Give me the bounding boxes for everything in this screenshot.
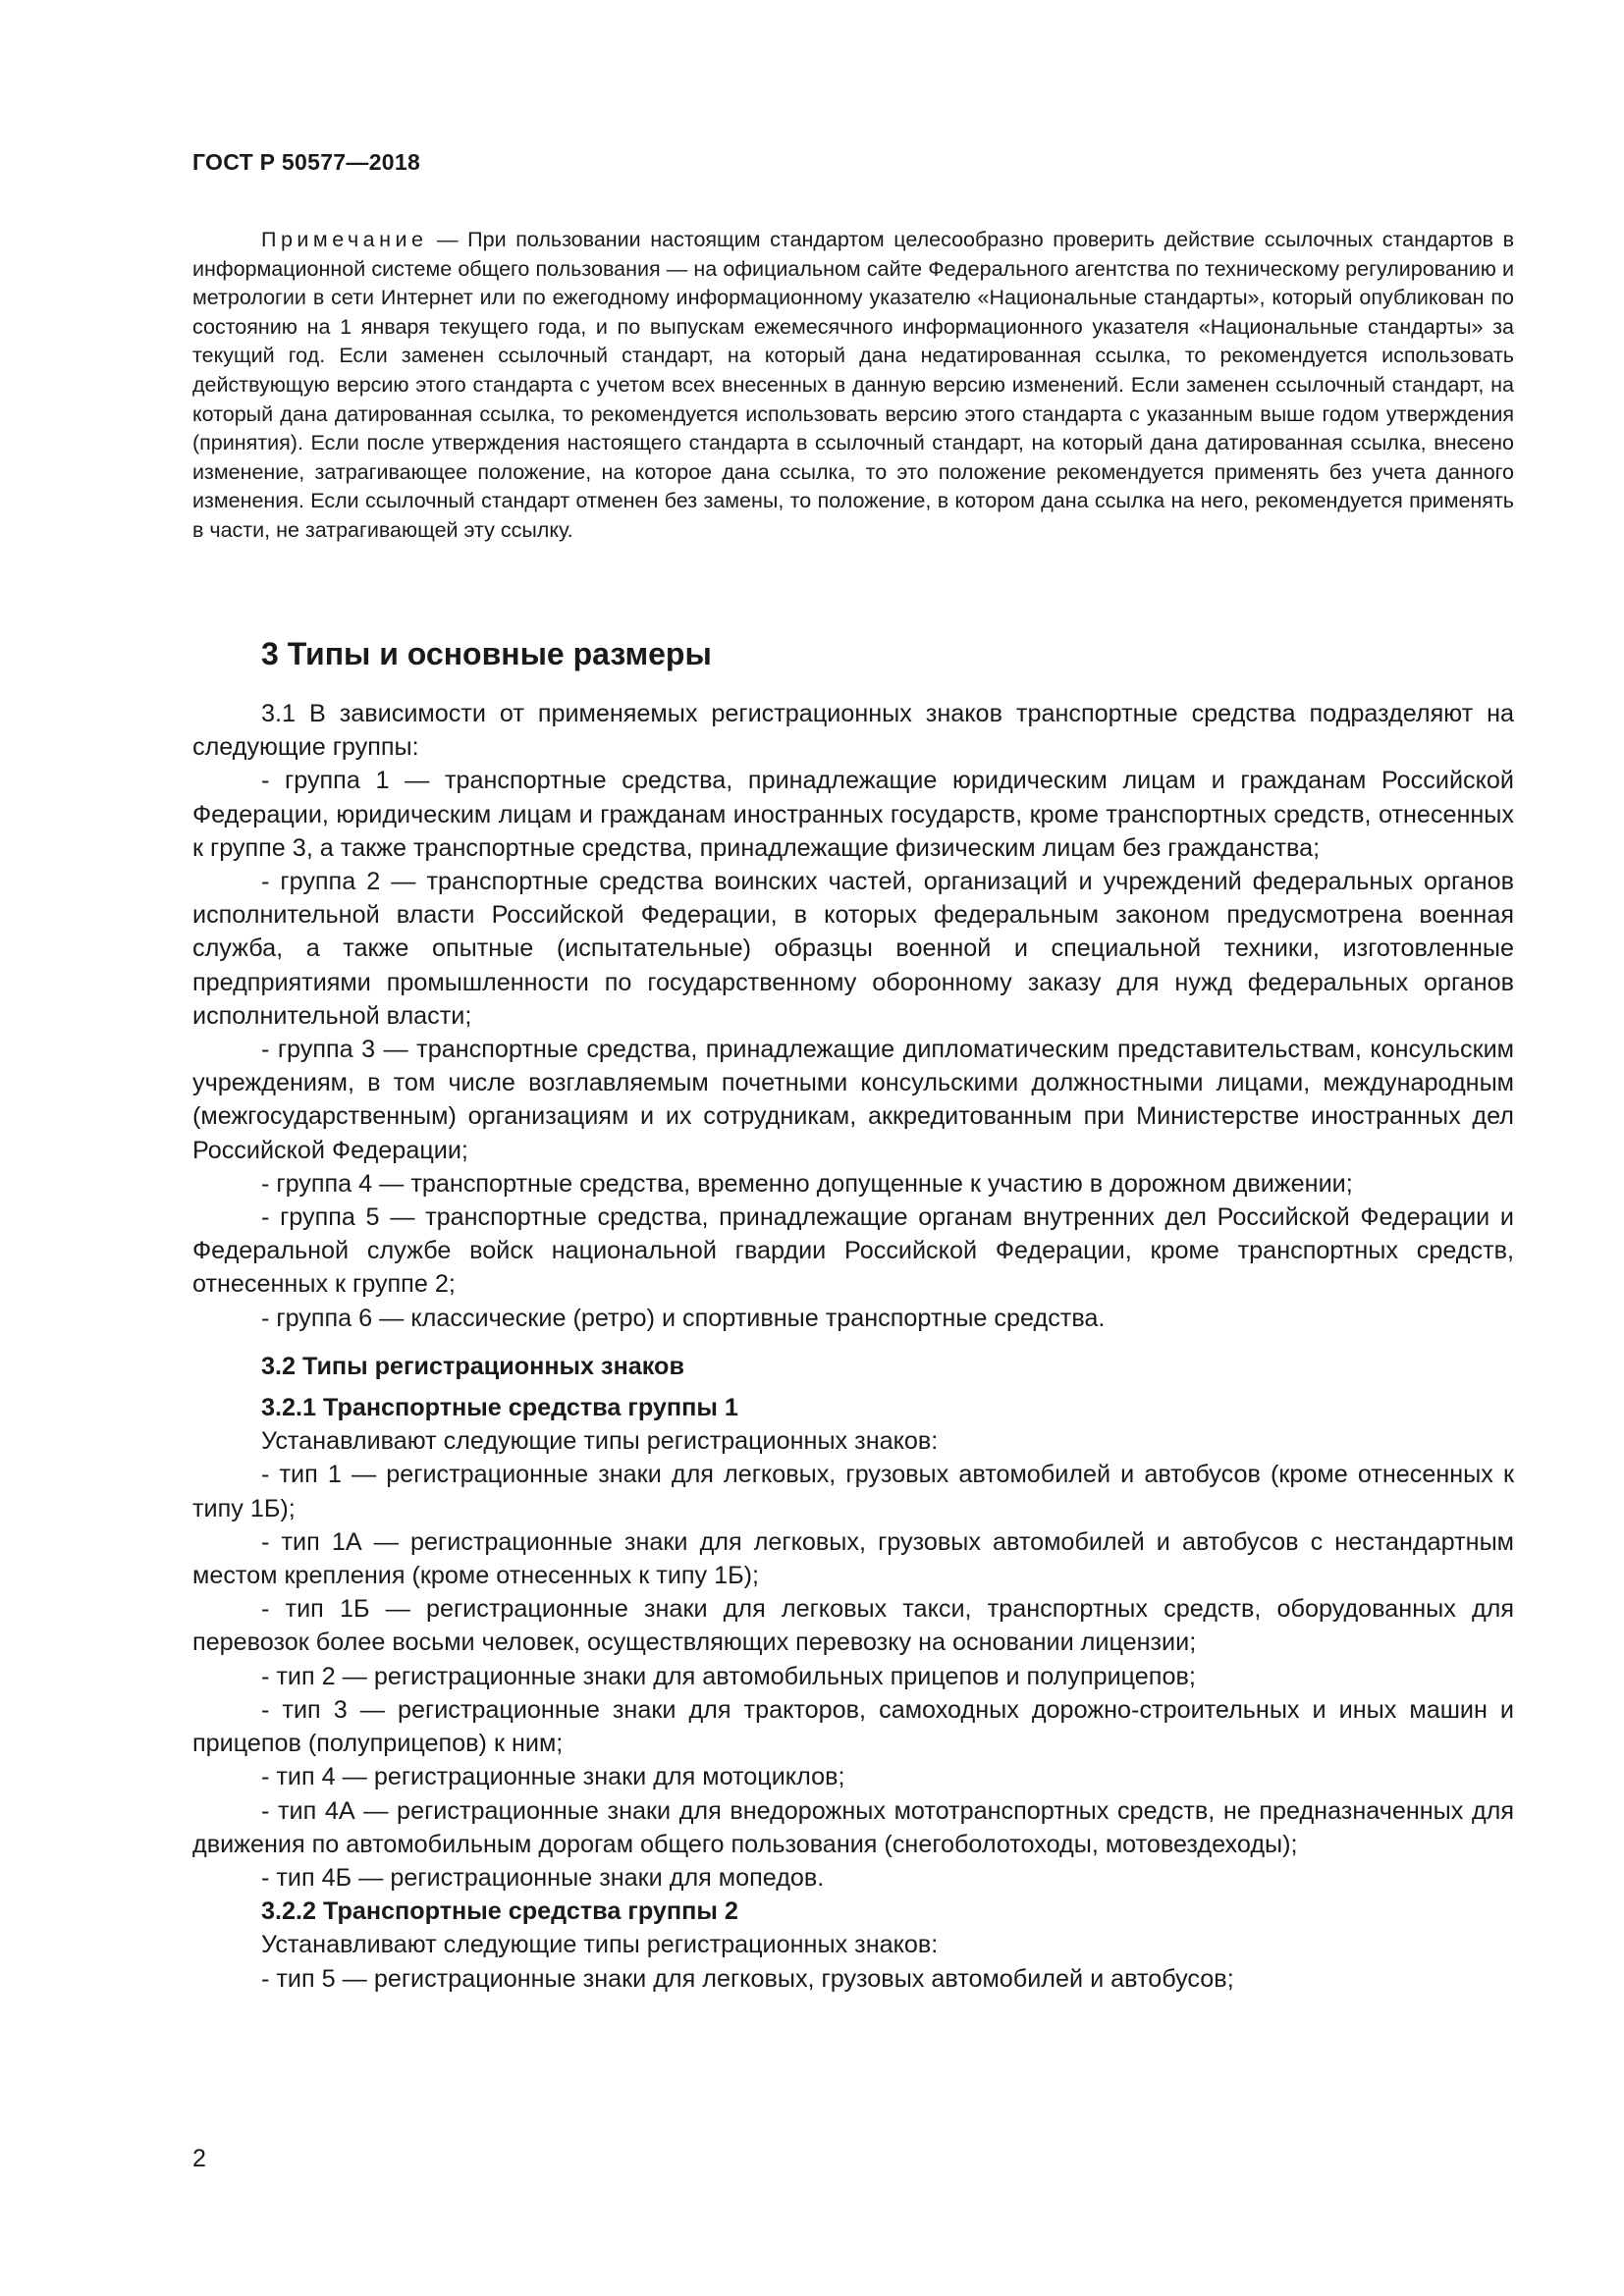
type-1-item: - тип 1 — регистрационные знаки для легковых, грузовых автомобилей и автобусов (кроме отнесенных к типу 1Б); xyxy=(192,1461,1514,1522)
document-header: ГОСТ Р 50577—2018 xyxy=(192,149,421,175)
heading-3-2-2: 3.2.2 Транспортные средства группы 2 xyxy=(261,1897,738,1926)
group-3-item: - группа 3 — транспортные средства, принадлежащие дипломатическим представительствам, консульским учреждениям, в том числе возглавляемым почетными консульскими должностными лицами, международным (межгосударственным) организациям и их сотрудникам, аккредитованным при Министерстве иностранных дел Российской Федерации; xyxy=(192,1036,1514,1164)
heading-3-2-1: 3.2.1 Транспортные средства группы 1 xyxy=(261,1394,738,1422)
group-2-item: - группа 2 — транспортные средства воинских частей, организаций и учреждений федеральных органов исполнительной власти Российской Федерации, в которых федеральным законом предусмотрена военная служба, а также опытные (испытательные) образцы военной и специальной техники, изготовленные предприятиями промышленности по государственному оборонному заказу для нужд федеральных органов исполнительной власти; xyxy=(192,868,1514,1030)
intro-3-2-1: Устанавливают следующие типы регистрационных знаков: xyxy=(261,1427,939,1456)
group-4-item: - группа 4 — транспортные средства, временно допущенные к участию в дорожном движении; xyxy=(261,1169,1353,1198)
group-6-item: - группа 6 — классические (ретро) и спортивные транспортные средства. xyxy=(261,1304,1106,1332)
page-number: 2 xyxy=(192,2145,206,2172)
type-4b-item: - тип 4Б — регистрационные знаки для мопедов. xyxy=(261,1863,825,1892)
note-label: Примечание xyxy=(261,228,428,251)
type-1a-item: - тип 1А — регистрационные знаки для легковых, грузовых автомобилей и автобусов с нестандартным местом крепления (кроме отнесенных к типу 1Б); xyxy=(192,1527,1514,1590)
note-block xyxy=(192,226,1514,546)
note-paragraph xyxy=(192,226,1514,546)
type-3-item: - тип 3 — регистрационные знаки для тракторов, самоходных дорожно-строительных и иных машин и прицепов (полуприцепов) к ним; xyxy=(192,1695,1514,1758)
group-1-item: - группа 1 — транспортные средства, принадлежащие юридическим лицам и гражданам Российской Федерации, юридическим лицам и гражданам иностранных государств, кроме транспортных средств, отнесенных к группе 3, а также транспортные средства, принадлежащие физическим лицам без гражданства; xyxy=(192,767,1514,862)
heading-3-2: 3.2 Типы регистрационных знаков xyxy=(261,1352,684,1380)
intro-3-2-2: Устанавливают следующие типы регистрационных знаков: xyxy=(261,1931,939,1959)
section-3-title: 3 Типы и основные размеры xyxy=(261,636,712,671)
note-text: — При пользовании настоящим стандартом целесообразно проверить действие ссылочных стандартов в информационной системе общего пользования — на официальном сайте Федерального агентства по техническому регулированию и метрологии в сети Интернет или по ежегодному информационному указателю «Национальные стандарты», который опубликован по состоянию на 1 января текущего года, и по выпускам ежемесячного информационного указателя «Национальные стандарты» за текущий год. Если заменен ссылочный стандарт, на который дана недатированная ссылка, то рекомендуется использовать действующую версию этого стандарта с учетом всех внесенных в данную версию изменений. Если заменен ссылочный стандарт, на который дана датированная ссылка, то рекомендуется использовать версию этого стандарта с указанным выше годом утверждения (принятия). Если после утверждения настоящего стандарта в ссылочный стандарт, на который дана датированная ссылка, внесено изменение, затрагивающее положение, на которое дана ссылка, то это положение рекомендуется применять без учета данного изменения. Если ссылочный стандарт отменен без замены, то положение, в котором дана ссылка на него, рекомендуется применять в части, не затрагивающей эту ссылку. xyxy=(192,228,1514,542)
type-4-item: - тип 4 — регистрационные знаки для мотоциклов; xyxy=(261,1763,845,1791)
type-2-item: - тип 2 — регистрационные знаки для автомобильных прицепов и полуприцепов; xyxy=(261,1662,1196,1690)
type-5-item: - тип 5 — регистрационные знаки для легковых, грузовых автомобилей и автобусов; xyxy=(261,1964,1234,1993)
type-1b-item: - тип 1Б — регистрационные знаки для легковых такси, транспортных средств, оборудованных для перевозок более восьми человек, осуществляющих перевозку на основании лицензии; xyxy=(192,1595,1514,1657)
group-5-item: - группа 5 — транспортные средства, принадлежащие органам внутренних дел Российской Федерации и Федеральной службе войск национальной гвардии Российской Федерации, кроме транспортных средств, отнесенных к группе 2; xyxy=(192,1203,1514,1299)
section-3-body xyxy=(192,697,1514,1996)
type-4a-item: - тип 4А — регистрационные знаки для внедорожных мототранспортных средств, не предназначенных для движения по автомобильным дорогам общего пользования (снегоболотоходы, мотовездеходы); xyxy=(192,1796,1514,1858)
paragraph-3-1: 3.1 В зависимости от применяемых регистрационных знаков транспортные средства подразделяют на следующие группы: xyxy=(192,700,1514,762)
